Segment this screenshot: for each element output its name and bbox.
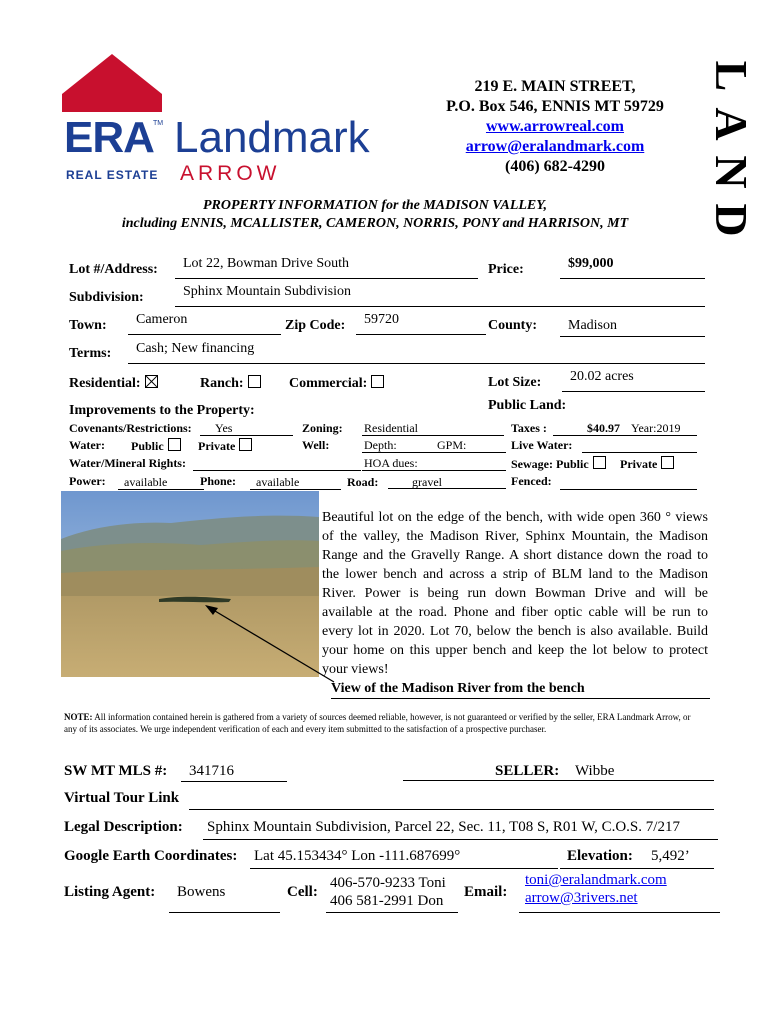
address-line-1: 219 E. MAIN STREET,	[474, 78, 636, 95]
zoning-label: Zoning:	[302, 421, 343, 435]
price-label: Price:	[488, 262, 524, 277]
county-value: Madison	[560, 318, 705, 337]
water-private-label: Private	[198, 439, 236, 453]
logo-era-text: ERA	[64, 113, 154, 162]
coordinates-label: Google Earth Coordinates:	[64, 848, 238, 864]
note-label: NOTE:	[64, 712, 93, 722]
title-line-2: including ENNIS, MCALLISTER, CAMERON, NORRIS, PONY and HARRISON, MT	[121, 216, 629, 231]
fenced-underline	[560, 489, 697, 490]
email-values	[519, 871, 720, 913]
email-label: Email:	[464, 884, 508, 900]
zip-value: 59720	[356, 312, 486, 335]
page-title	[60, 197, 690, 233]
virtual-tour-link[interactable]	[189, 809, 714, 810]
sewage-public-field	[511, 456, 606, 472]
legal-description-label: Legal Description:	[64, 819, 183, 835]
contact-block	[420, 77, 690, 177]
era-landmark-logo	[62, 52, 387, 184]
phone-value: available	[250, 475, 341, 490]
taxes-value: $40.97	[587, 421, 620, 435]
terms-value: Cash; New financing	[128, 341, 705, 364]
mls-label: SW MT MLS #:	[64, 763, 168, 779]
seller-value: Wibbe	[575, 763, 615, 779]
water-mineral-label: Water/Mineral Rights:	[69, 456, 186, 470]
caption-underline	[331, 698, 710, 699]
power-value: available	[118, 475, 204, 490]
logo-tm: TM	[153, 120, 164, 127]
website-link[interactable]: www.arrowreal.com	[485, 118, 625, 135]
lot-size-value: 20.02 acres	[562, 369, 705, 392]
water-public-label: Public	[131, 439, 164, 453]
cell-phone-2: 406 581-2991 Don	[330, 893, 444, 909]
taxes-underline	[553, 435, 697, 436]
email-link-1[interactable]: toni@eralandmark.com	[525, 872, 667, 888]
address-line-2: P.O. Box 546, ENNIS MT 59729	[446, 98, 664, 115]
subdivision-value: Sphinx Mountain Subdivision	[175, 284, 705, 307]
live-water-label: Live Water:	[511, 438, 573, 452]
commercial-label: Commercial:	[289, 376, 368, 391]
residential-field	[69, 375, 158, 392]
zoning-value: Residential	[362, 421, 504, 436]
elevation-label: Elevation:	[567, 848, 633, 864]
side-letter: D	[706, 203, 757, 237]
water-private-field	[198, 438, 252, 454]
logo-arrow-text: ARROW	[180, 162, 281, 185]
ranch-checkbox[interactable]	[248, 375, 261, 388]
email-link[interactable]: arrow@eralandmark.com	[465, 138, 645, 155]
email-link-2[interactable]: arrow@3rivers.net	[525, 890, 638, 906]
tax-year: Year:2019	[631, 421, 681, 435]
zip-label: Zip Code:	[285, 318, 346, 333]
price-value: $99,000	[560, 256, 705, 279]
side-letter: A	[706, 107, 757, 141]
cell-phone-1: 406-570-9233 Toni	[330, 875, 446, 891]
logo-real-estate-text: REAL ESTATE	[66, 168, 159, 182]
arrow-pointer-icon	[200, 600, 340, 690]
property-description: Beautiful lot on the edge of the bench, with wide open 360 ° views of the valley, the Madison River, Sphinx Mountain, the Madison Range and the Gravelly Range. A short distance down the road to the lower bench and across a strip of BLM land to the Madison River. Power is being run down Bowman Drive and will be available at the road. Phone and fiber optic cable will be run to every lot in 2020. Lot 70, below the bench is also available. Build your home on this upper bench and keep the lot below to protect your views!	[322, 510, 708, 677]
phone-label: Phone:	[200, 474, 236, 488]
well-label: Well:	[302, 438, 330, 452]
public-land-label: Public Land:	[488, 398, 567, 413]
commercial-field	[289, 375, 384, 392]
logo-landmark-text: Landmark	[174, 113, 370, 162]
improvements-label: Improvements to the Property:	[69, 403, 255, 418]
note-text: All information contained herein is gathered from a variety of sources deemed reliable, however, is not guaranteed or verified by the seller, ERA Landmark Arrow, or any of its associates. We urge independent verification of each and every item submitted to the satisfaction of a prospective purchaser.	[64, 712, 691, 734]
hoa-label: HOA dues:	[362, 456, 506, 471]
land-side-label	[706, 52, 756, 244]
terms-label: Terms:	[69, 346, 112, 361]
sewage-private-label: Private	[620, 457, 658, 471]
legal-description-value: Sphinx Mountain Subdivision, Parcel 22, Sec. 11, T08 S, R01 W, C.O.S. 7/217	[203, 819, 718, 840]
cell-label: Cell:	[287, 884, 318, 900]
coordinates-value: Lat 45.153434° Lon -111.687699°	[250, 848, 558, 869]
sewage-private-field	[620, 456, 674, 472]
live-water-underline	[582, 452, 697, 453]
water-public-field	[131, 438, 181, 454]
county-label: County:	[488, 318, 538, 333]
side-letter: N	[706, 155, 757, 189]
seller-label: SELLER:	[495, 763, 560, 779]
power-label: Power:	[69, 474, 106, 488]
lot-size-label: Lot Size:	[488, 375, 542, 390]
commercial-checkbox[interactable]	[371, 375, 384, 388]
lot-address-label: Lot #/Address:	[69, 262, 158, 277]
covenants-value: Yes	[200, 421, 293, 436]
road-value: gravel	[388, 475, 506, 489]
virtual-tour-label: Virtual Tour Link	[64, 790, 180, 806]
sewage-public-label: Sewage: Public	[511, 457, 589, 471]
sewage-private-checkbox[interactable]	[661, 456, 674, 469]
well-depth-field	[362, 438, 506, 453]
title-line-1: PROPERTY INFORMATION for the MADISON VALLEY,	[202, 198, 548, 213]
gpm-label: GPM:	[437, 438, 467, 452]
residential-label: Residential:	[69, 376, 141, 391]
covenants-label: Covenants/Restrictions:	[69, 421, 192, 435]
water-private-checkbox[interactable]	[239, 438, 252, 451]
water-mineral-underline	[193, 470, 361, 471]
fenced-label: Fenced:	[511, 474, 552, 488]
seller-underline	[403, 780, 714, 781]
elevation-value: 5,492’	[651, 848, 690, 864]
cell-values	[326, 874, 458, 913]
subdivision-label: Subdivision:	[69, 290, 144, 305]
office-phone: (406) 682-4290	[505, 158, 605, 175]
water-label: Water:	[69, 438, 105, 452]
ranch-label: Ranch:	[200, 376, 244, 391]
elevation-underline	[560, 868, 714, 869]
side-letter: L	[706, 60, 757, 92]
depth-label: Depth:	[364, 438, 397, 452]
photo-caption: View of the Madison River from the bench	[331, 681, 585, 696]
listing-agent-label: Listing Agent:	[64, 884, 156, 900]
town-label: Town:	[69, 318, 107, 333]
town-value: Cameron	[128, 312, 281, 335]
lot-address-value: Lot 22, Bowman Drive South	[175, 256, 478, 279]
taxes-label: Taxes :	[511, 421, 547, 435]
residential-checkbox[interactable]	[145, 375, 158, 388]
listing-agent-value: Bowens	[169, 884, 280, 913]
water-public-checkbox[interactable]	[168, 438, 181, 451]
ranch-field	[200, 375, 261, 392]
mls-value: 341716	[181, 763, 287, 782]
sewage-public-checkbox[interactable]	[593, 456, 606, 469]
road-label: Road:	[347, 475, 379, 489]
disclaimer-note	[64, 711, 704, 735]
